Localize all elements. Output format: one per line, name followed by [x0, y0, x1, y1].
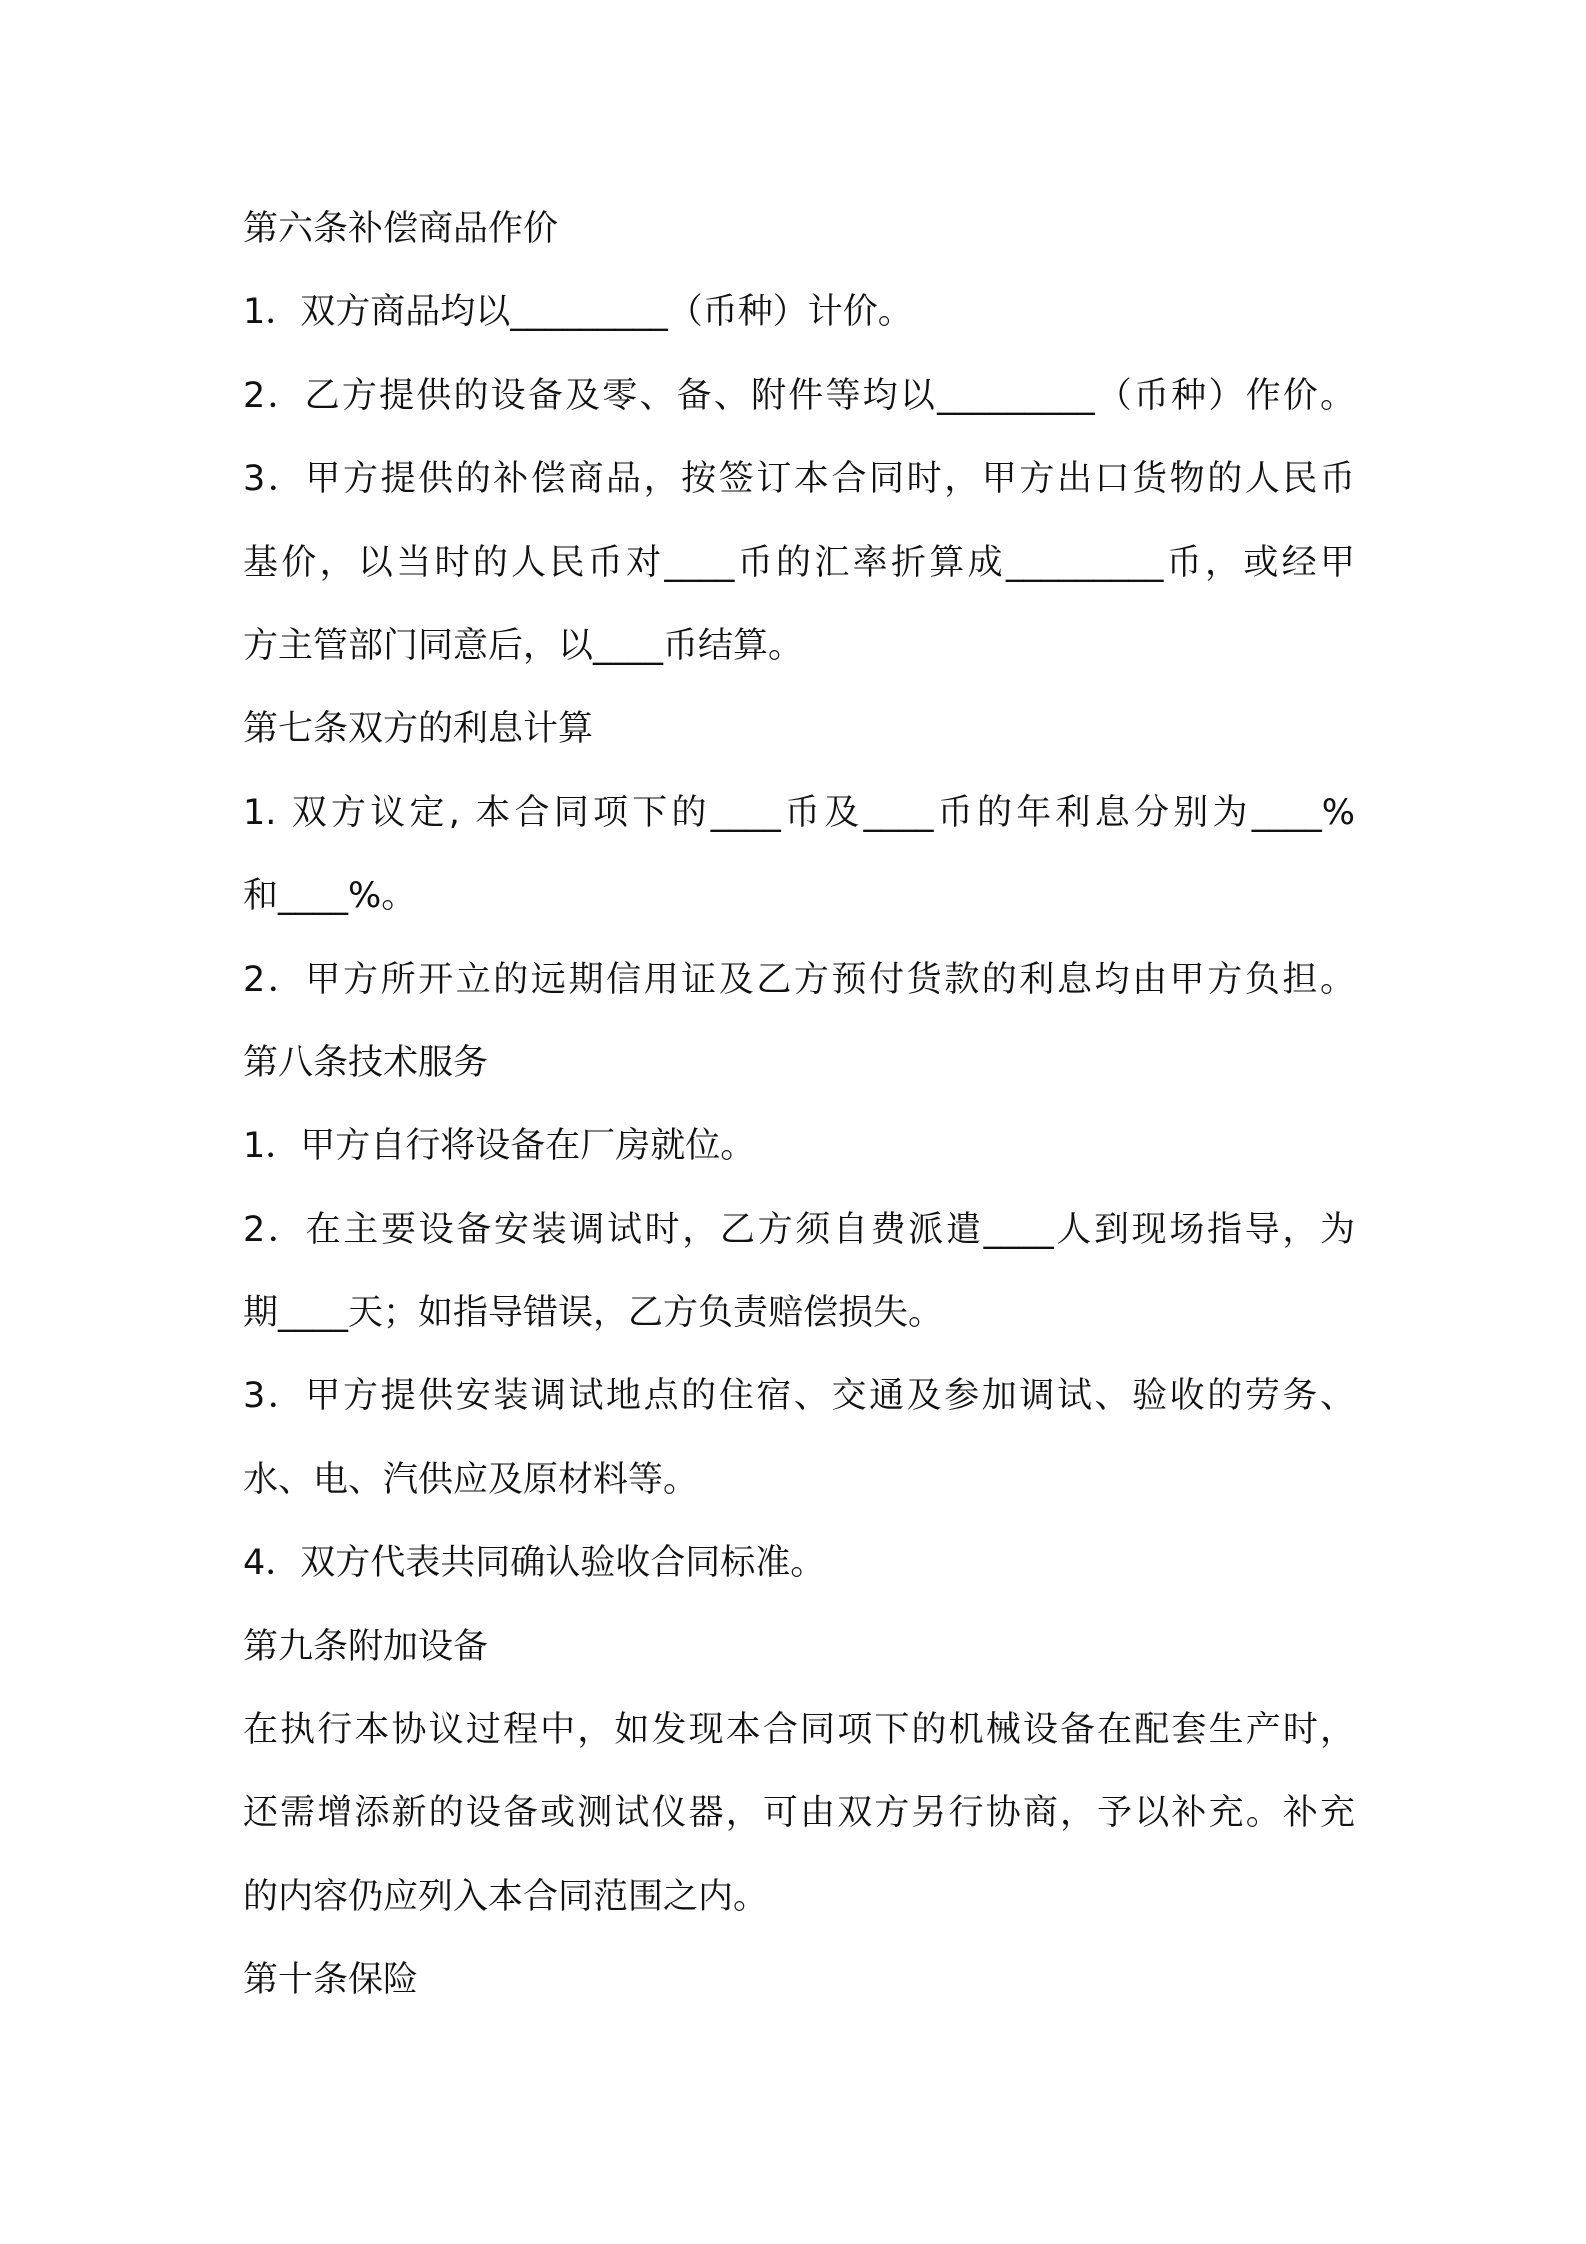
article-8-heading: 第八条技术服务 — [243, 1042, 489, 1083]
article-8-clause-4: 4．双方代表共同确认验收合同标准。 — [243, 1543, 826, 1584]
article-7-heading: 第七条双方的利息计算 — [243, 709, 594, 750]
article-8-clause-2-line-1: 2．在主要设备安装调试时，乙方须自费派遣____人到现场指导，为 — [243, 1209, 1355, 1250]
article-9-body-line-1: 在执行本协议过程中，如发现本合同项下的机械设备在配套生产时， — [243, 1710, 1355, 1751]
article-9-body-line-2: 还需增添新的设备或测试仪器，可由双方另行协商，予以补充。补充 — [243, 1793, 1355, 1834]
article-6-clause-3-line-1: 3．甲方提供的补偿商品，按签订本合同时，甲方出口货物的人民币 — [243, 459, 1355, 500]
article-6-clause-2: 2．乙方提供的设备及零、备、附件等均以_________（币种）作价。 — [243, 375, 1355, 416]
article-9-heading: 第九条附加设备 — [243, 1626, 489, 1667]
article-7-clause-2: 2．甲方所开立的远期信用证及乙方预付货款的利息均由甲方负担。 — [243, 959, 1355, 1000]
article-6-heading: 第六条补偿商品作价 — [243, 209, 559, 249]
document-body — [243, 188, 1355, 2023]
article-8-clause-2-line-2: 期____天；如指导错误，乙方负责赔偿损失。 — [243, 1293, 944, 1334]
article-8-clause-3-line-1: 3．甲方提供安装调试地点的住宿、交通及参加调试、验收的劳务、 — [243, 1376, 1355, 1417]
article-10-heading: 第十条保险 — [243, 1960, 419, 2001]
article-8-clause-1: 1．甲方自行将设备在厂房就位。 — [243, 1126, 756, 1167]
article-7-clause-1-line-1: 1. 双方议定, 本合同项下的____币及____币的年利息分别为____% — [243, 792, 1355, 833]
article-6-clause-3-line-3: 方主管部门同意后，以____币结算。 — [243, 625, 804, 666]
article-9-body-line-3: 的内容仍应列入本合同范围之内。 — [243, 1876, 769, 1917]
article-7-clause-1-line-2: 和____%。 — [243, 876, 417, 917]
article-6-clause-3-line-2: 基价，以当时的人民币对____币的汇率折算成_________币，或经甲 — [243, 542, 1355, 583]
article-8-clause-3-line-2: 水、电、汽供应及原材料等。 — [243, 1459, 699, 1500]
article-6-clause-1: 1．双方商品均以_________（币种）计价。 — [243, 292, 913, 333]
